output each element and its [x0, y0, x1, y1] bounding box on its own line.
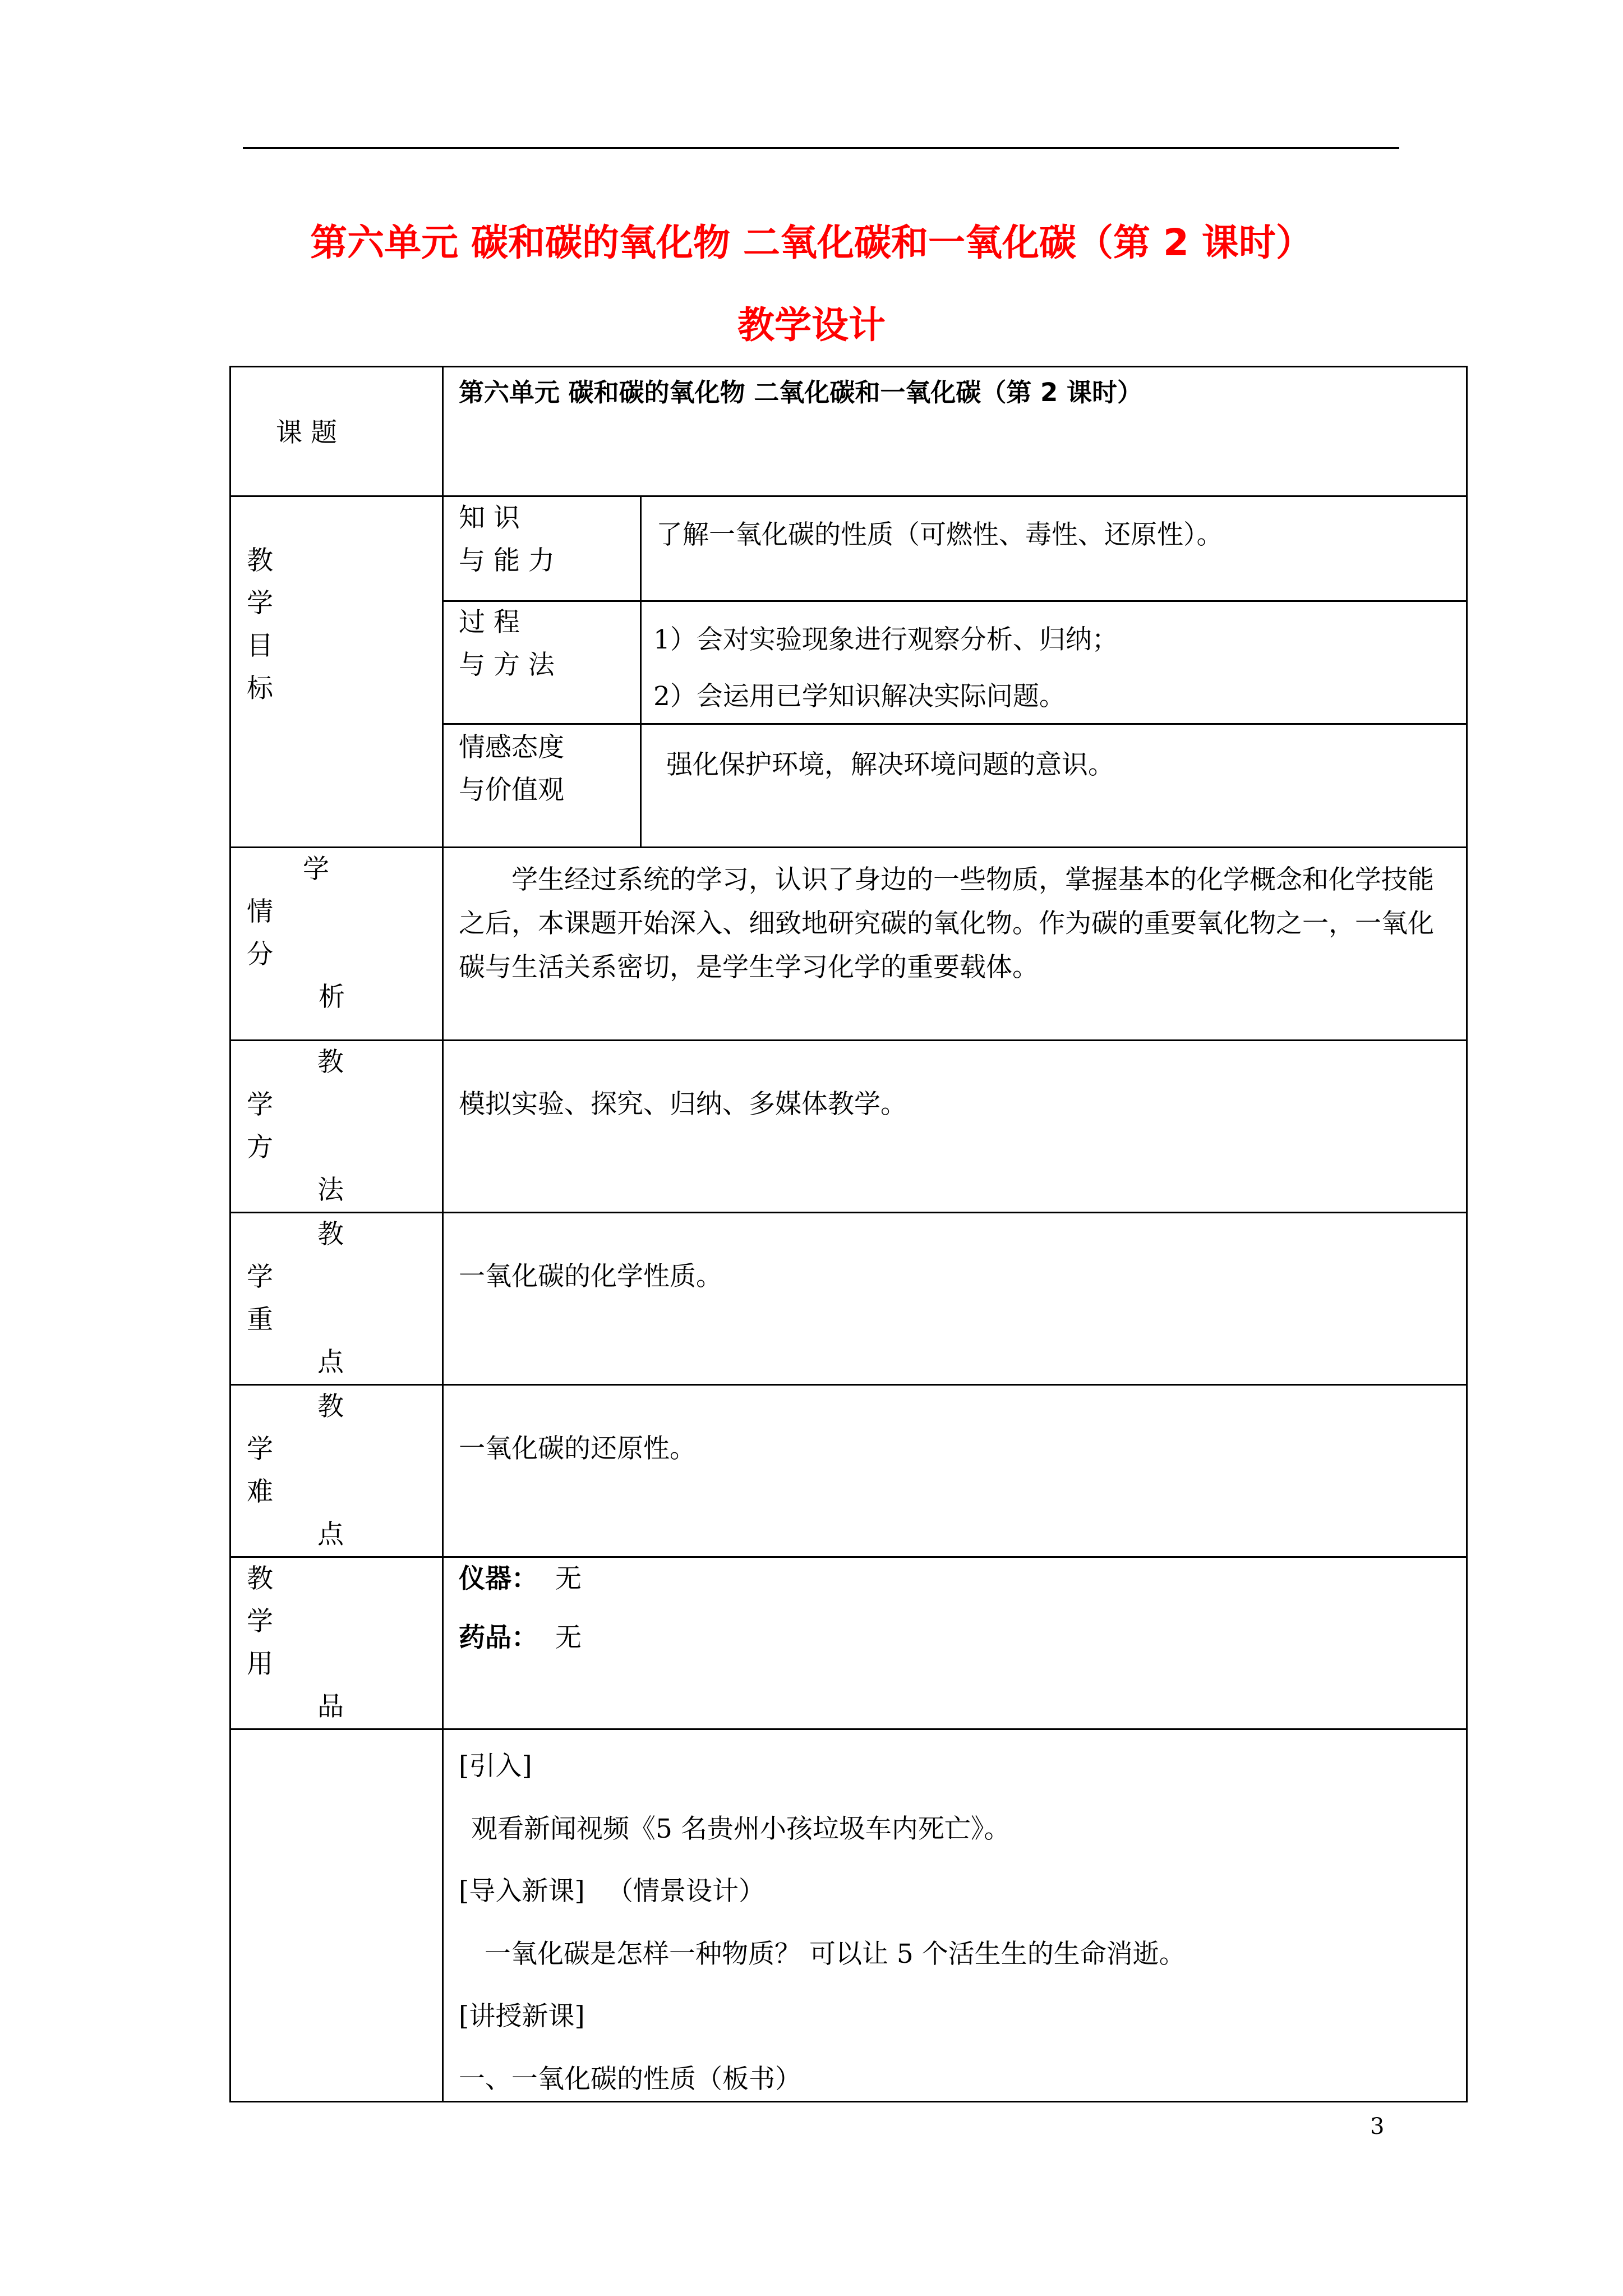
- difficulty-content: 一氧化碳的还原性。: [459, 1433, 696, 1464]
- question-text: 一氧化碳是怎样一种物质？ 可以让 5 个活生生的生命消逝。: [485, 1939, 1186, 1970]
- emotion-label: 情感态度: [459, 732, 564, 763]
- section-heading: 一、一氧化碳的性质（板书）: [459, 2064, 801, 2095]
- emotion-content: 强化保护环境，解决环境问题的意识。: [666, 749, 1114, 780]
- teach-tag: [讲授新课]: [459, 2001, 585, 2032]
- new-lesson-note: （情景设计）: [607, 1876, 765, 1907]
- instruments-value: 无: [555, 1563, 582, 1594]
- header-rule: [243, 147, 1399, 149]
- process-label-2: 与 方 法: [459, 650, 555, 680]
- page-number: 3: [1370, 2114, 1385, 2139]
- method-content: 模拟实验、探究、归纳、多媒体教学。: [459, 1089, 907, 1120]
- process-item-2: 2）会运用已学知识解决实际问题。: [653, 681, 1066, 712]
- process-item-1: 1）会对实验现象进行观察分析、归纳；: [653, 624, 1118, 655]
- instruments-label: 仪器：: [459, 1563, 538, 1594]
- intro-tag: [引入]: [459, 1751, 532, 1782]
- topic-value: 第六单元 碳和碳的氧化物 二氧化碳和一氧化碳（第 2 课时）: [459, 378, 1142, 407]
- document-subtitle: 教学设计: [737, 303, 886, 347]
- analysis-content: 学生经过系统的学习，认识了身边的一些物质，掌握基本的化学概念和化学技能之后，本课题开始深入、细致地研究碳的氧化物。作为碳的重要氧化物之一，一氧化碳与生活关系密切，是学生学习化学的重要载体。: [459, 864, 1434, 983]
- key-point-content: 一氧化碳的化学性质。: [459, 1261, 722, 1292]
- drugs-value: 无: [555, 1622, 582, 1653]
- topic-label: 课 题: [276, 417, 337, 448]
- knowledge-content: 了解一氧化碳的性质（可燃性、毒性、还原性）。: [656, 519, 1223, 550]
- process-label: 过 程: [459, 607, 520, 638]
- drugs-label: 药品：: [459, 1622, 538, 1653]
- knowledge-label: 知 识: [459, 503, 520, 533]
- new-lesson-tag: [导入新课]: [459, 1876, 585, 1907]
- emotion-label-2: 与价值观: [459, 775, 564, 806]
- knowledge-label-2: 与 能 力: [459, 545, 555, 576]
- document-title: 第六单元 碳和碳的氧化物 二氧化碳和一氧化碳（第 2 课时）: [310, 221, 1313, 264]
- intro-text: 观看新闻视频《5 名贵州小孩垃圾车内死亡》。: [471, 1814, 1011, 1844]
